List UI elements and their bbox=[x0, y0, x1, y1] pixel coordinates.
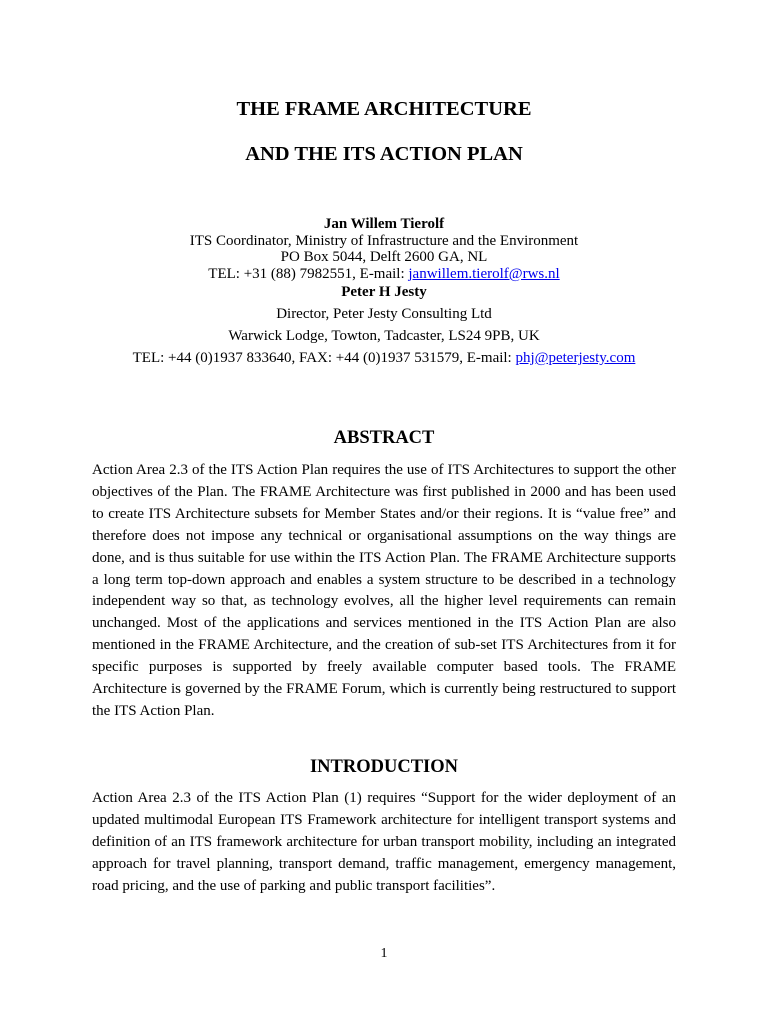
author-2-name: Peter H Jesty bbox=[341, 284, 427, 300]
author-1-role: ITS Coordinator, Ministry of Infrastructure and the Environment bbox=[189, 232, 579, 249]
author-1-email-link[interactable]: janwillem.tierolf@rws.nl bbox=[408, 265, 560, 282]
author-2-email-link[interactable]: phj@peterjesty.com bbox=[515, 350, 636, 366]
author-1-name: Jan Willem Tierolf bbox=[323, 216, 445, 232]
author-2-address: Warwick Lodge, Towton, Tadcaster, LS24 9PB, UK bbox=[228, 328, 540, 344]
paper-title-line-2: AND THE ITS ACTION PLAN bbox=[245, 143, 523, 165]
author-1-address: PO Box 5044, Delft 2600 GA, NL bbox=[280, 249, 488, 265]
author-2-role: Director, Peter Jesty Consulting Ltd bbox=[276, 306, 492, 322]
author-1-contact bbox=[0, 266, 768, 283]
page-number: 1 bbox=[380, 946, 388, 961]
author-2-contact-prefix: TEL: +44 (0)1937 833640, FAX: +44 (0)1937 531579, E-mail: bbox=[132, 350, 516, 366]
abstract-heading: ABSTRACT bbox=[333, 428, 435, 448]
author-2-contact bbox=[0, 347, 768, 369]
introduction-paragraph: Action Area 2.3 of the ITS Action Plan (1) requires “Support for the wider deployment of an updated multimodal European ITS Framework architecture for intelligent transport systems and definition of an ITS framework architecture for urban transport mobility, including an integrated approach for travel planning, transport demand, traffic management, emergency management, road pricing, and the use of parking and public transport facilities”. bbox=[92, 790, 676, 894]
paper-title-line-1: THE FRAME ARCHITECTURE bbox=[236, 98, 532, 120]
abstract-paragraph: Action Area 2.3 of the ITS Action Plan requires the use of ITS Architectures to support the other objectives of the Plan. The FRAME Architecture was first published in 2000 and has been used to create ITS Architecture subsets for Member States and/or their regions. It is “value free” and therefore does not impose any technical or organisational assumptions on the way things are done, and is thus suitable for use within the ITS Action Plan. The FRAME Architecture supports a long term top-down approach and enables a system structure to be described in a technology independent way so that, as technology evolves, all the higher level requirements can remain unchanged. Most of the applications and services mentioned in the ITS Action Plan are also mentioned in the FRAME Architecture, and the creation of sub-set ITS Architectures from it for specific purposes is supported by freely available computer based tools. The FRAME Architecture is governed by the FRAME Forum, which is currently being restructured to support the ITS Action Plan. bbox=[92, 462, 676, 719]
introduction-heading: INTRODUCTION bbox=[309, 757, 459, 777]
author-1-contact-prefix: TEL: +31 (88) 7982551, E-mail: bbox=[208, 265, 409, 282]
author-block bbox=[0, 216, 768, 369]
